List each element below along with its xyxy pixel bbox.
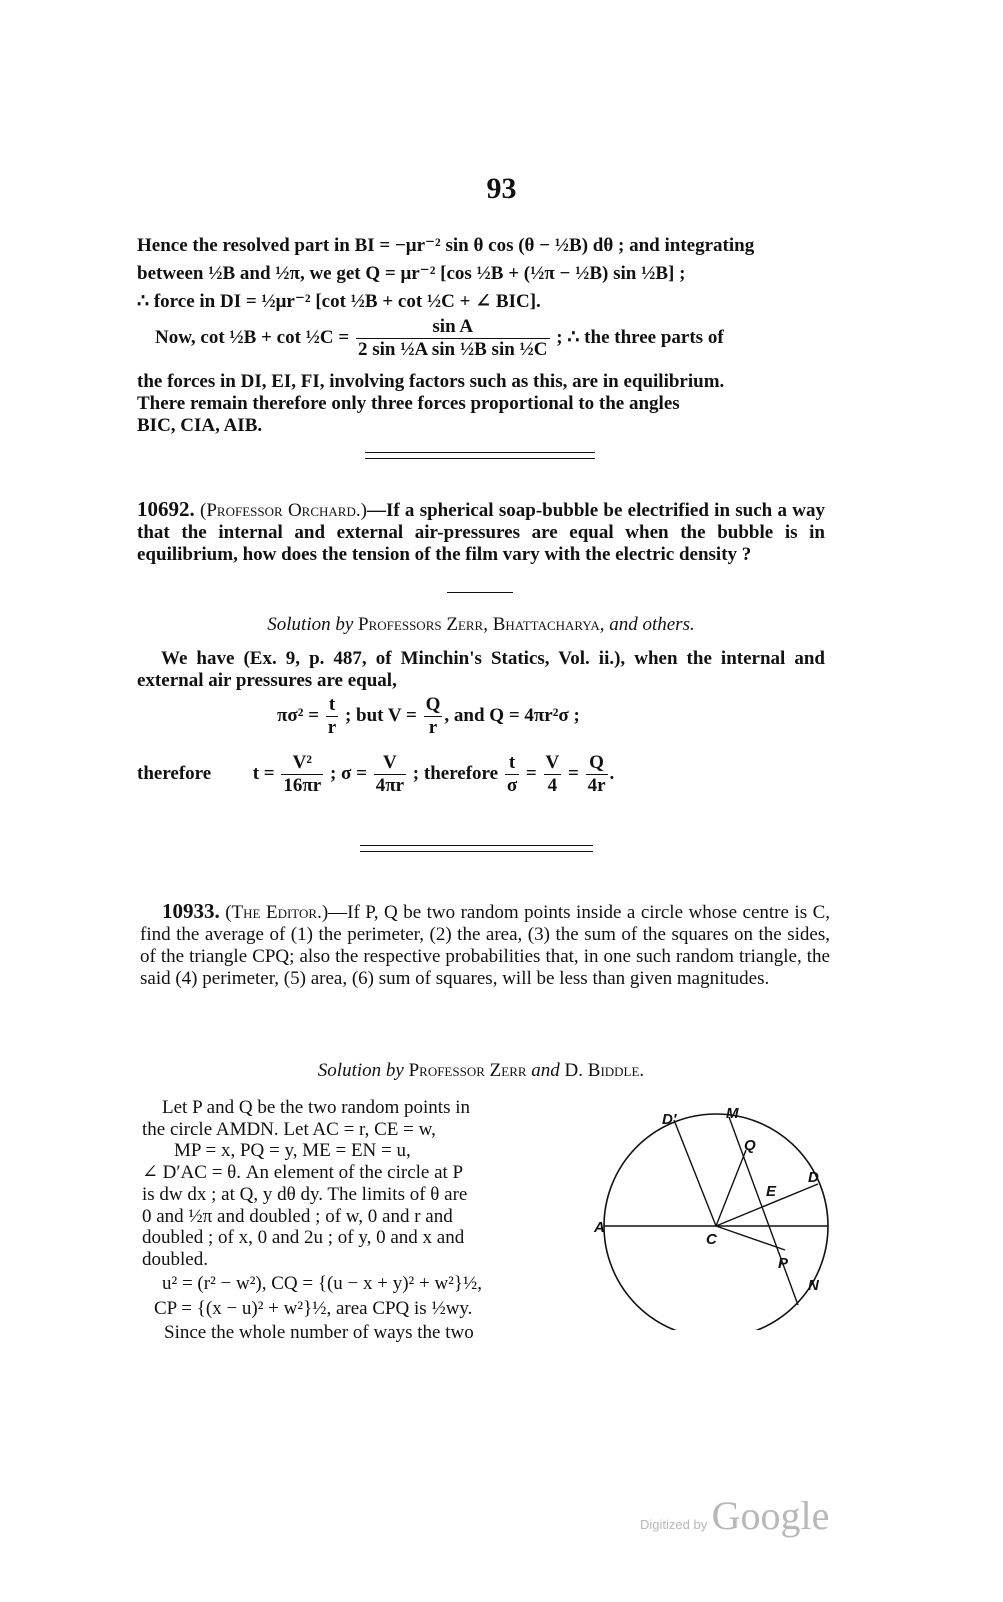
solution-by: Solution by [267,614,354,635]
eq2-frac4-num: V [545,752,560,773]
eq1-frac2-den: r [428,717,438,738]
solution-heading-10692 [137,614,825,636]
page-number: 93 [486,172,517,205]
eq2-label: therefore [137,762,212,784]
eq2-frac1-den: 16πr [283,775,322,796]
question-number: 10692. [137,497,195,521]
solver-2: D. Biddle. [564,1060,645,1081]
question-number-2: 10933. [162,899,220,923]
question-10692 [137,498,825,566]
section-divider [365,452,595,459]
line-cq [716,1150,746,1226]
eq2-frac3-num: t [505,752,519,775]
eq1-mid: ; but V = [344,704,417,726]
line-2: between ½B and ½π, we get Q = μr⁻² [cos ½B + (½π − ½B) sin ½B] ; [137,263,686,284]
equilibrium-text [137,371,825,437]
sol-line: ∠ D′AC = θ. An element of the circle at P [142,1162,464,1184]
and-word: and [531,1060,560,1081]
watermark-logo: Google [711,1493,830,1538]
label-m: M [726,1105,739,1122]
chord-mn [729,1117,798,1305]
solution-text-10933 [142,1097,570,1344]
sol-line: Let P and Q be the two random points in [162,1097,470,1118]
eq1-frac2-num: Q [425,694,441,715]
solver-1: Professor Zerr [408,1060,527,1081]
eq2-therefore: ; therefore [412,762,499,784]
google-watermark [640,1492,829,1539]
sol-line: u² = (r² − w²), CQ = {(u − x + y)² + w²}½, [162,1272,482,1294]
eq1-frac1-num: t [326,694,338,717]
question-author-2: (The Editor.) [225,902,329,923]
solution-heading-10933 [137,1060,825,1082]
section-divider-2 [360,845,593,852]
sol-line: Since the whole number of ways the two [164,1322,474,1344]
eq2-frac3-den: σ [506,775,518,796]
now-denominator: 2 sin ½A sin ½B sin ½C [357,339,548,360]
circle [604,1114,828,1330]
question-text: —If a spherical soap-bubble be electrified in such a way that the internal and external air-pressures are equal when the bubble is in equilibrium, how does the tension of the film vary with the electric density ? [137,500,826,565]
label-d: D [808,1169,819,1186]
circle-figure [588,1100,838,1330]
eq2-frac5-den: 4r [587,775,606,796]
line-6: There remain therefore only three forces proportional to the angles [137,393,680,414]
eq1-frac1-den: r [327,717,337,738]
label-e: E [766,1183,777,1200]
question-10933 [140,900,830,990]
label-p: P [778,1255,789,1272]
now-equation [155,316,825,361]
line-5: the forces in DI, EI, FI, involving factors such as this, are in equilibrium. [137,371,725,392]
line-1: Hence the resolved part in BI = −μr⁻² sin θ cos (θ − ½B) dθ ; and integrating [137,235,755,256]
now-fraction [356,316,550,361]
label-a: A [594,1219,605,1236]
solution-text-10692: We have (Ex. 9, p. 487, of Minchin's Statics, Vol. ii.), when the internal and external air pressures are equal, [137,648,825,691]
eq2-t: t = [252,762,275,784]
question-text-2: —If P, Q be two random points inside a circle whose centre is C, find the average of (1) the perimeter, (2) the area, (3) the sum of the squares on the sides, of the triangle CPQ; also the respective probabilities that, in one such random triangle, the said (4) perimeter, (5) area, (6) sum of squares, will be less than given magnitudes. [140,902,831,989]
sol-line: CP = {(x − u)² + w²}½, area CPQ is ½wy. [154,1298,473,1320]
and-others: and others. [609,614,695,635]
eq1-lhs: πσ² = [277,704,320,726]
continuation-block [137,235,825,313]
eq1-end: , and Q = 4πr²σ ; [444,704,580,726]
eq2-frac2-num: V [374,752,406,775]
eq2-frac4-den: 4 [547,775,558,796]
watermark-small: Digitized by [640,1517,708,1532]
sol-line: MP = x, PQ = y, ME = EN = u, [174,1140,411,1162]
equation-1 [277,694,580,739]
solvers: Professors Zerr, Bhattacharya, [358,614,605,635]
equation-2: therefore t = $\frac{\text{V²}}{16\pi r}$ ; σ = $\frac{V}{4\pi r}$ ; therefore $\frac{t}{\sigma}$ = $\frac{V}{4}$ = $\frac{Q}{4r}$ . [137,752,615,796]
label-c: C [706,1231,717,1248]
short-divider [447,592,513,593]
eq2-sigma: ; σ = [329,762,367,784]
now-prefix: Now, cot ½B + cot ½C = [155,326,350,348]
label-n: N [808,1277,819,1294]
now-suffix: ; ∴ the three parts of [556,326,724,348]
line-cd-prime [674,1120,716,1226]
eq2-frac2-den: 4πr [375,775,405,796]
label-q: Q [744,1137,756,1154]
sol-line: is dw dx ; at Q, y dθ dy. The limits of θ are [142,1183,468,1205]
label-d-prime: D′ [662,1111,677,1128]
sol-line: the circle AMDN. Let AC = r, CE = w, [142,1118,436,1140]
line-7: BIC, CIA, AIB. [137,415,263,436]
line-3: ∴ force in DI = ½μr⁻² [cot ½B + cot ½C + ∠ BIC]. [137,291,541,312]
sol-line: doubled ; of x, 0 and 2u ; of y, 0 and x and [142,1227,465,1249]
now-numerator: sin A [356,316,550,339]
sol-line: 0 and ½π and doubled ; of w, 0 and r and [142,1205,453,1227]
question-author: (Professor Orchard.) [200,500,367,521]
sol-line: doubled. [142,1248,208,1270]
line-cp [716,1226,785,1250]
eq2-frac5-num: Q [586,752,608,775]
eq2-frac1-num: V² [281,752,323,775]
solution-by-2: Solution by [317,1060,404,1081]
